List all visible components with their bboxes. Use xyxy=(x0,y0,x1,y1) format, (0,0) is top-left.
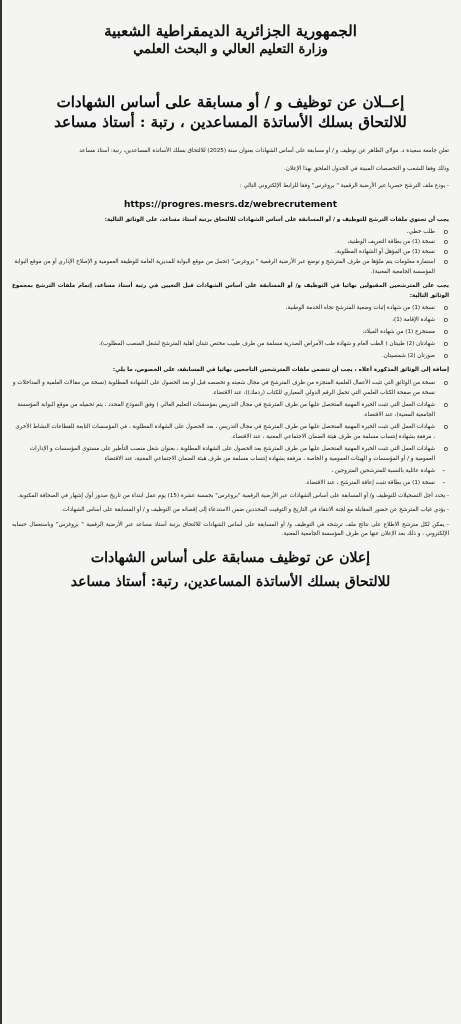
list-item: o صورتان (2) شمسيتان. xyxy=(12,351,435,361)
footer-title-line2: للالتحاق بسلك الأساتذة المساعدين، رتبة: أستاذ مساعد xyxy=(70,573,391,590)
section1-list xyxy=(12,227,449,277)
footer-block xyxy=(12,550,449,590)
section3-list xyxy=(12,378,449,488)
section3-heading: إضافة إلى الوثائق المذكورة أعلاه ، يجب أن تتضمن ملفات المترشحين الناجحين نهائيا في المسابقة، على الخصوص، ما يلي: xyxy=(112,367,449,373)
announcement-title-line1: إعــلان عن توظيف و / أو مسابقة على أساس الشهادات xyxy=(56,93,405,111)
list-item: o شهادة الإقامة (1)، xyxy=(12,315,435,325)
deposit-instruction: - يودع ملف الترشح حصريا عبر الأرضية الرقمية " بروغرس" وفقا للرابط الإلكتروني التالي : xyxy=(239,183,449,189)
list-item: - نسخة (1) من بطاقة تثبت إعاقة المترشح ، عند الاقتضاء. xyxy=(12,478,435,488)
note-results: - يمكن لكل مترشح الاطلاع على نتائج ملف ترشحه في التوظيف و/ أو المسابقة على أساس الشهادات للالتحاق برتبة أستاذ مساعد عبر الأرضية الرقمية " بروغرس" وباستعمال حسابه الإلكتروني ، و ذلك بعد الإعلان عنها من طرف المؤسسة الجامعية المعنية. xyxy=(12,521,449,537)
list-item: o طلب خطي، xyxy=(12,227,435,237)
list-item: o شهادات العمل التي تثبت الخبرة المهنية المتحصل عليها من طرف المترشح بعد الحصول على الشهادة المطلوبة ، بعنوان شغل منصب التأطير على مستوى المؤسسات و الإدارات العمومية و / أو المؤسسات و الهيئات العمومية و الخاصة ، مرفقة بشهادة إنتساب مسلمة من طرف هيئة الضمان الاجتماعي المعنية، عند الاقتضاء xyxy=(12,444,435,464)
republic-header: الجمهورية الجزائرية الديمقراطية الشعبية xyxy=(104,22,357,40)
list-item: o نسخة (1) من بطاقة التعريف الوطنية، xyxy=(12,237,435,247)
announcement-title-line2: للالتحاق بسلك الأساتذة المساعدين ، رتبة : أستاذ مساعد xyxy=(54,113,407,131)
note-interview: - يؤدي غياب المترشح عن حضور المقابلة مع لجنة الانتقاء في التاريخ و التوقيت المحددين ضمن الاستدعاء إلى إقصائه من التوظيف و / أو المسابقة على أساس الشهادات. xyxy=(60,507,449,513)
footer-title-line1: إعلان عن توظيف مسابقة على أساس الشهادات xyxy=(90,549,371,566)
list-item: - شهادة عائلية بالنسبة للمترشحين المتزوجين ، xyxy=(12,466,435,476)
list-item: o نسخة (1) من شهادة إثبات وضعية المترشح تجاه الخدمة الوطنية، xyxy=(12,303,435,313)
intro-paragraph: تعلن جامعة سعيدة د. مولاي الطاهر عن توظيف و / أو مسابقة على أساس الشهادات بعنوان سنة (2025) للالتحاق بسلك الأساتذة المساعدين، رتبة: أستاذ مساعد xyxy=(79,148,449,154)
section2-list xyxy=(12,303,449,361)
list-item: o شهادات العمل التي تثبت الخبرة المهنية المتحصل عليها من طرف المترشح في مجال التدريس ، بعد الحصول على الشهادة المطلوبة ، في المؤسسات التابعة للقطاعات النشاط الأخرى ، مرفقة بشهادة إنتساب مسلمة من طرف هيئة الضمان الاجتماعي المعنية ، عند الاقتضاء. xyxy=(12,422,435,442)
list-item: o شهادتان (2) طبيتان ( الطب العام و شهادة طب الأمراض الصدرية مسلمة من طرف طبيب مختص تثبتان أهلية المترشح لشغل المنصب المطلوب)، xyxy=(12,339,435,349)
list-item: o نسخة (1) من المؤهل أو الشهادة المطلوبة، xyxy=(12,247,435,257)
list-item: o شهادات العمل التي تثبت الخبرة المهنية المتحصل عليها من طرف المترشح في مجال التدريس بمؤسسات التعليم العالي ( وفق النموذج المحدد ، يتم تحميله من موقع البوابة المؤسسة الجامعية المعنية)، عند الاقتضاء. xyxy=(12,400,435,420)
intro-specialties-note: وذلك وفقا للشعب و التخصصات المبينة في الجدول الملحق بهذا الإعلان. xyxy=(284,165,449,172)
list-item: o استمارة معلومات يتم ملؤها من طرف المترشح و توضع عبر الأرضية الرقمية " بروغرس" (تحمل من موقع البوابة للمديرية العامة للوظيفة العمومية و الإصلاح الإداري أو من موقع البوابة المؤسسة الجامعية المعنية). xyxy=(12,257,435,277)
note-deadline: - يحدد أجل التسجيلات للتوظيف و/ أو المسابقة على أساس الشهادات عبر الأرضية الرقمية "بروغرس" بخمسة عشرة (15) يوم عمل ابتداء من تاريخ صدور أول إشهار في الصحافة المكتوبة. xyxy=(17,492,449,499)
section1-heading: يجب أن تحتوي ملفات الترشح للتوظيف و / أو المسابقة على أساس الشهادات للالتحاق برتبة أستاذ مساعد، على الوثائق التالية: xyxy=(104,216,449,223)
section2-heading: يجب على المترشحين المقبولين نهائيا في التوظيف و/ أو المسابقة على أساس الشهادات قبل التعيين في رتبة أستاذ مساعد، إتمام ملفات الترشح بمجموع الوثائق التالية: xyxy=(12,283,449,299)
recruitment-link[interactable]: https://progres.mesrs.dz/webrecrutement xyxy=(123,199,337,210)
list-item: o نسخة من الوثائق التي تثبت الأعمال العلمية المنجزة من طرف المترشح في مجال شعبته و تخصصه قبل أو بعد الحصول على الشهادة المطلوبة (نسخة من مقالات العلمية و المداخلات و نسخة من صفحة الكتاب العلمي التي تحمل الرقم الدولي المعياري للكتاب (ردمك))، عند الاقتضاء. xyxy=(12,378,435,398)
list-item: o مستخرج (1) من شهادة الميلاد، xyxy=(12,327,435,337)
ministry-header: وزارة التعليم العالي و البحث العلمي xyxy=(133,42,328,57)
